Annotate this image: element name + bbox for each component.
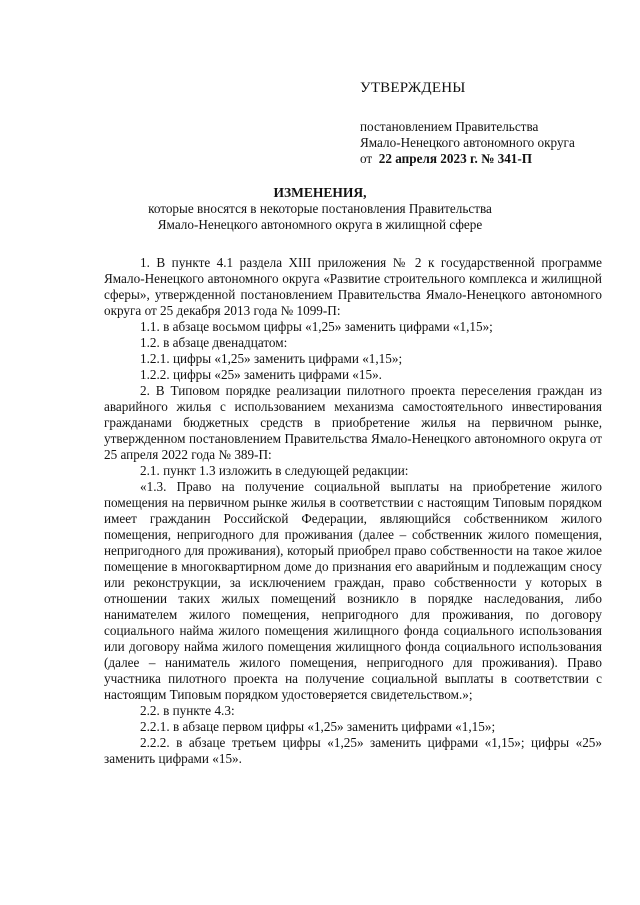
approval-date-prefix: от: [360, 151, 373, 166]
paragraph-2-1: 2.1. пункт 1.3 изложить в следующей редакции:: [140, 463, 409, 478]
heading-subtitle-1: которые вносятся в некоторые постановления Правительства: [148, 201, 492, 216]
paragraph-2-2-2: 2.2.2. в абзаце третьем цифры «1,25» заменить цифрами «1,15»; цифры «25» заменить цифрами «15».: [104, 735, 602, 766]
paragraph-1: 1. В пункте 4.1 раздела XIII приложения № 2 к государственной программе Ямало-Ненецкого автономного округа «Развитие строительного комплекса и жилищной сферы», утвержденной постановлением Правительства Ямало-Ненецкого автономного округа от 25 декабря 2013 года № 1099-П:: [104, 255, 602, 318]
paragraph-1-1: 1.1. в абзаце восьмом цифры «1,25» заменить цифрами «1,15»;: [140, 319, 493, 334]
approval-stamp-block: [360, 80, 630, 167]
paragraph-2-2-1: 2.2.1. в абзаце первом цифры «1,25» заменить цифрами «1,15»;: [140, 719, 496, 734]
paragraph-1-2-2: 1.2.2. цифры «25» заменить цифрами «15».: [140, 367, 382, 382]
paragraph-2-2: 2.2. в пункте 4.3:: [140, 703, 235, 718]
paragraph-2: 2. В Типовом порядке реализации пилотного проекта переселения граждан из аварийного жилья с использованием механизма самостоятельного инвестирования гражданами бюджетных средств в приобретение жилья на первичном рынке, утвержденном постановлением Правительства Ямало-Ненецкого автономного округа от 25 апреля 2022 года № 389-П:: [104, 383, 602, 462]
paragraph-quoted-1-3: «1.3. Право на получение социальной выплаты на приобретение жилого помещения на первичном рынке жилья в соответствии с настоящим Типовым порядком имеет гражданин Российской Федерации, являющийся собственником жилого помещения, непригодного для проживания (далее – собственник жилого помещения, непригодного для проживания), который приобрел право собственности на такое жилое помещение в многоквартирном доме до признания его аварийным и подлежащим сносу или реконструкции, за исключением граждан, право собственности у которых в отношении таких жилых помещений возникло в порядке наследования, либо нанимателем жилого помещения, непригодного для проживания, по договору социального найма жилого помещения жилищного фонда социального использования или договору найма жилого помещения жилищного фонда социального использования (далее – наниматель жилого помещения, непригодного для проживания). Право участника пилотного проекта на получение социальной выплаты в соответствии с настоящим Типовым порядком удостоверяется свидетельством.»;: [104, 479, 602, 702]
approval-line-2: Ямало-Ненецкого автономного округа: [360, 135, 575, 150]
paragraph-1-2-1: 1.2.1. цифры «1,25» заменить цифрами «1,15»;: [140, 351, 403, 366]
approval-title: УТВЕРЖДЕНЫ: [360, 80, 466, 96]
document-body: [104, 255, 602, 767]
approval-line-1: постановлением Правительства: [360, 119, 539, 134]
document-heading: [0, 184, 640, 233]
paragraph-1-2: 1.2. в абзаце двенадцатом:: [140, 335, 288, 350]
heading-subtitle-2: Ямало-Ненецкого автономного округа в жилищной сфере: [157, 217, 483, 232]
approval-date-value: 22 апреля 2023 г. № 341-П: [378, 151, 533, 166]
heading-title: ИЗМЕНЕНИЯ,: [273, 185, 367, 200]
approval-date-line: [360, 151, 630, 167]
